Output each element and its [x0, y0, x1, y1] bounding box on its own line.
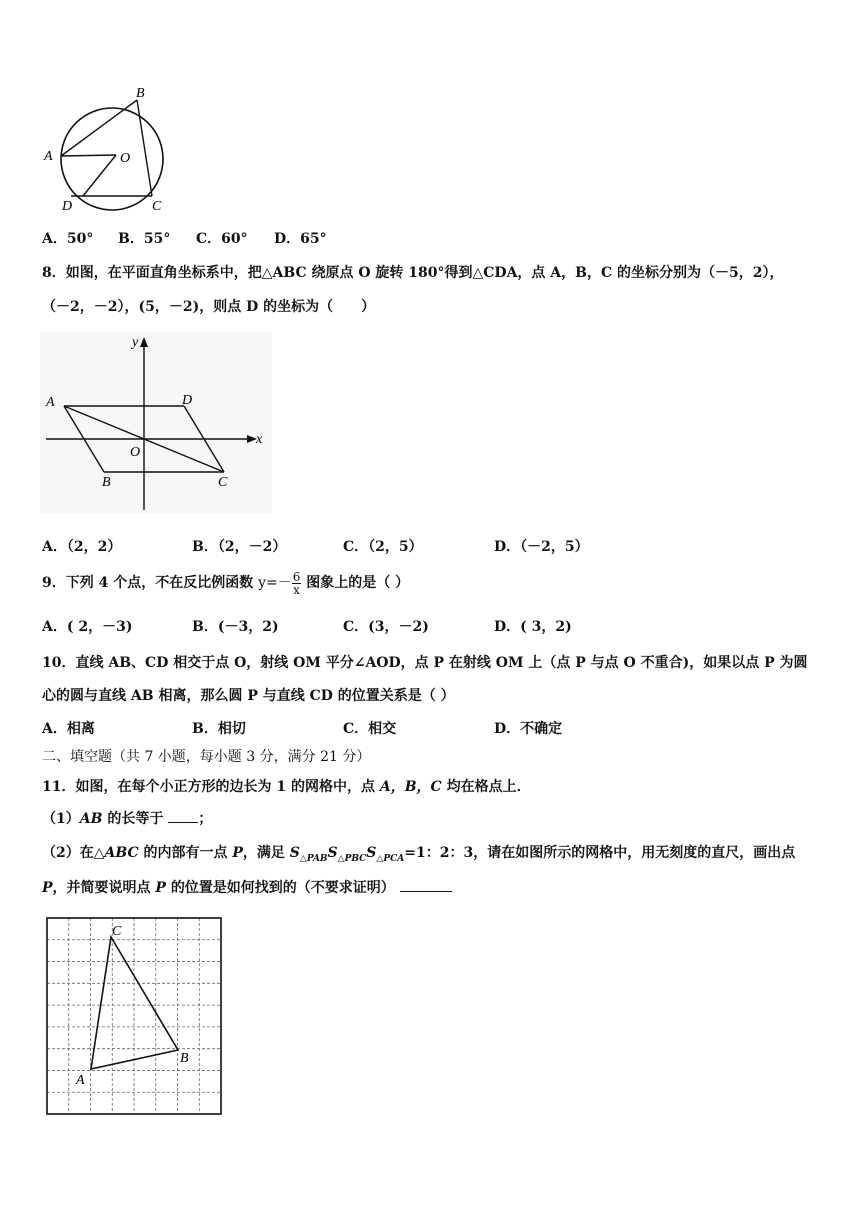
q8-option-d: D．（－2，5）: [494, 539, 589, 555]
q11-line1-suffix: 均在格点上．: [446, 779, 531, 795]
q7-circle-figure: [40, 86, 180, 216]
q11-line1-prefix: 11．如图，在每个小正方形的边长为 1 的网格中，点: [42, 779, 375, 795]
label-d: D: [62, 199, 73, 214]
label-d: D: [182, 393, 193, 408]
section-heading: 二、填空题（共 7 小题，每小题 3 分，满分 21 分）: [42, 749, 371, 765]
q10-option-c: C．相交: [343, 721, 397, 737]
q8-option-c: C．（2，5）: [343, 539, 423, 555]
label-x: x: [256, 432, 263, 447]
q11-part2-line1: [42, 842, 795, 864]
q11-part2-line2-text1: ，并简要说明点: [52, 880, 151, 896]
q8-option-b: B．（2，－2）: [192, 539, 287, 555]
q9-function-lhs: y=－: [258, 575, 292, 591]
q11-part2-line2-p: P: [42, 880, 53, 896]
q10-option-a: A．相离: [42, 721, 95, 737]
q9-text-after: 图象上的是（ ）: [306, 575, 410, 591]
label-c: C: [152, 199, 162, 214]
q7-option-d: D．65°: [274, 231, 327, 247]
q8-coordinate-figure: [40, 332, 272, 514]
q9-option-b: B．(－3，2): [192, 619, 279, 635]
q10-text-line2: 心的圆与直线 AB 相离，那么圆 P 与直线 CD 的位置关系是（ ）: [42, 688, 455, 704]
q10-option-b: B．相切: [192, 721, 246, 737]
q11-part1: [42, 808, 212, 828]
q7-option-b: B．55°: [118, 231, 171, 247]
label-o: O: [130, 445, 141, 460]
q9-text: [42, 568, 409, 598]
label-o: O: [120, 151, 131, 166]
q11-part2-text1: 的内部有一点: [143, 845, 228, 861]
q7-option-a: A．50°: [42, 231, 94, 247]
q11-part1-ab: AB: [79, 811, 103, 827]
q11-part2-text2: ，满足: [242, 845, 285, 861]
q11-line1-points: A，B，C: [379, 779, 442, 795]
q10-option-d: D．不确定: [494, 721, 563, 737]
label-c: C: [112, 924, 122, 939]
s-pab: $S_{\triangle PAB}$: [289, 845, 328, 864]
q9-option-c: C．(3，－2): [343, 619, 429, 635]
q11-part1-end: ；: [198, 811, 213, 827]
label-a: A: [44, 149, 53, 164]
q9-option-d: D．( 3，2): [494, 619, 572, 635]
q11-text-line1: [42, 776, 531, 796]
q9-fraction-denominator: x: [293, 582, 300, 597]
q11-part2-abc: ABC: [104, 845, 139, 861]
q8-text-line1: 8．如图，在平面直角坐标系中，把△ABC 绕原点 O 旋转 180°得到△CDA，点 A，B，C 的坐标分别为（－5，2），: [42, 265, 784, 281]
q8-text-line2: （－2，－2），(5，－2)，则点 D 的坐标为（ ）: [42, 299, 376, 315]
q11-part2-prefix: （2）在△: [42, 845, 105, 861]
label-b: B: [136, 86, 145, 101]
label-b: B: [102, 475, 111, 490]
s-pca: $S_{\triangle PCA}$: [366, 845, 405, 864]
label-c: C: [218, 475, 228, 490]
s-pbc: $S_{\triangle PBC}$: [327, 845, 367, 864]
grid-lines: [47, 918, 221, 1114]
q8-option-a: A．（2，2）: [42, 539, 122, 555]
q10-text-line1: 10．直线 AB、CD 相交于点 O，射线 OM 平分∠AOD，点 P 在射线 OM 上（点 P 与点 O 不重合)，如果以点 P 为圆: [42, 655, 808, 671]
q11-part2-p: P: [232, 845, 243, 861]
q11-part1-prefix: （1）: [42, 811, 80, 827]
q11-part2-line2-text2: 的位置是如何找到的（不要求证明）: [170, 880, 395, 896]
q11-part2-line2-p2: P: [155, 880, 166, 896]
q9-fraction: [292, 571, 302, 596]
label-y: y: [132, 335, 139, 350]
q9-option-a: A．( 2，－3): [42, 619, 133, 635]
q11-part1-answer-blank[interactable]: [168, 808, 198, 823]
label-b: B: [180, 1051, 189, 1066]
q11-grid-figure: [40, 912, 230, 1122]
label-a: A: [76, 1073, 85, 1088]
q11-part2-answer-blank[interactable]: [400, 877, 452, 892]
q11-part2-line2: [42, 877, 452, 897]
q9-fraction-numerator: 6: [292, 569, 301, 584]
q11-ratio-text: =1：2：3，请在如图所示的网格中，用无刻度的直尺，画出点: [404, 845, 796, 861]
label-a: A: [46, 395, 55, 410]
q7-option-c: C．60°: [196, 231, 248, 247]
q11-part1-text: 的长等于: [107, 811, 164, 827]
q9-text-before: 9．下列 4 个点，不在反比例函数: [42, 575, 254, 591]
